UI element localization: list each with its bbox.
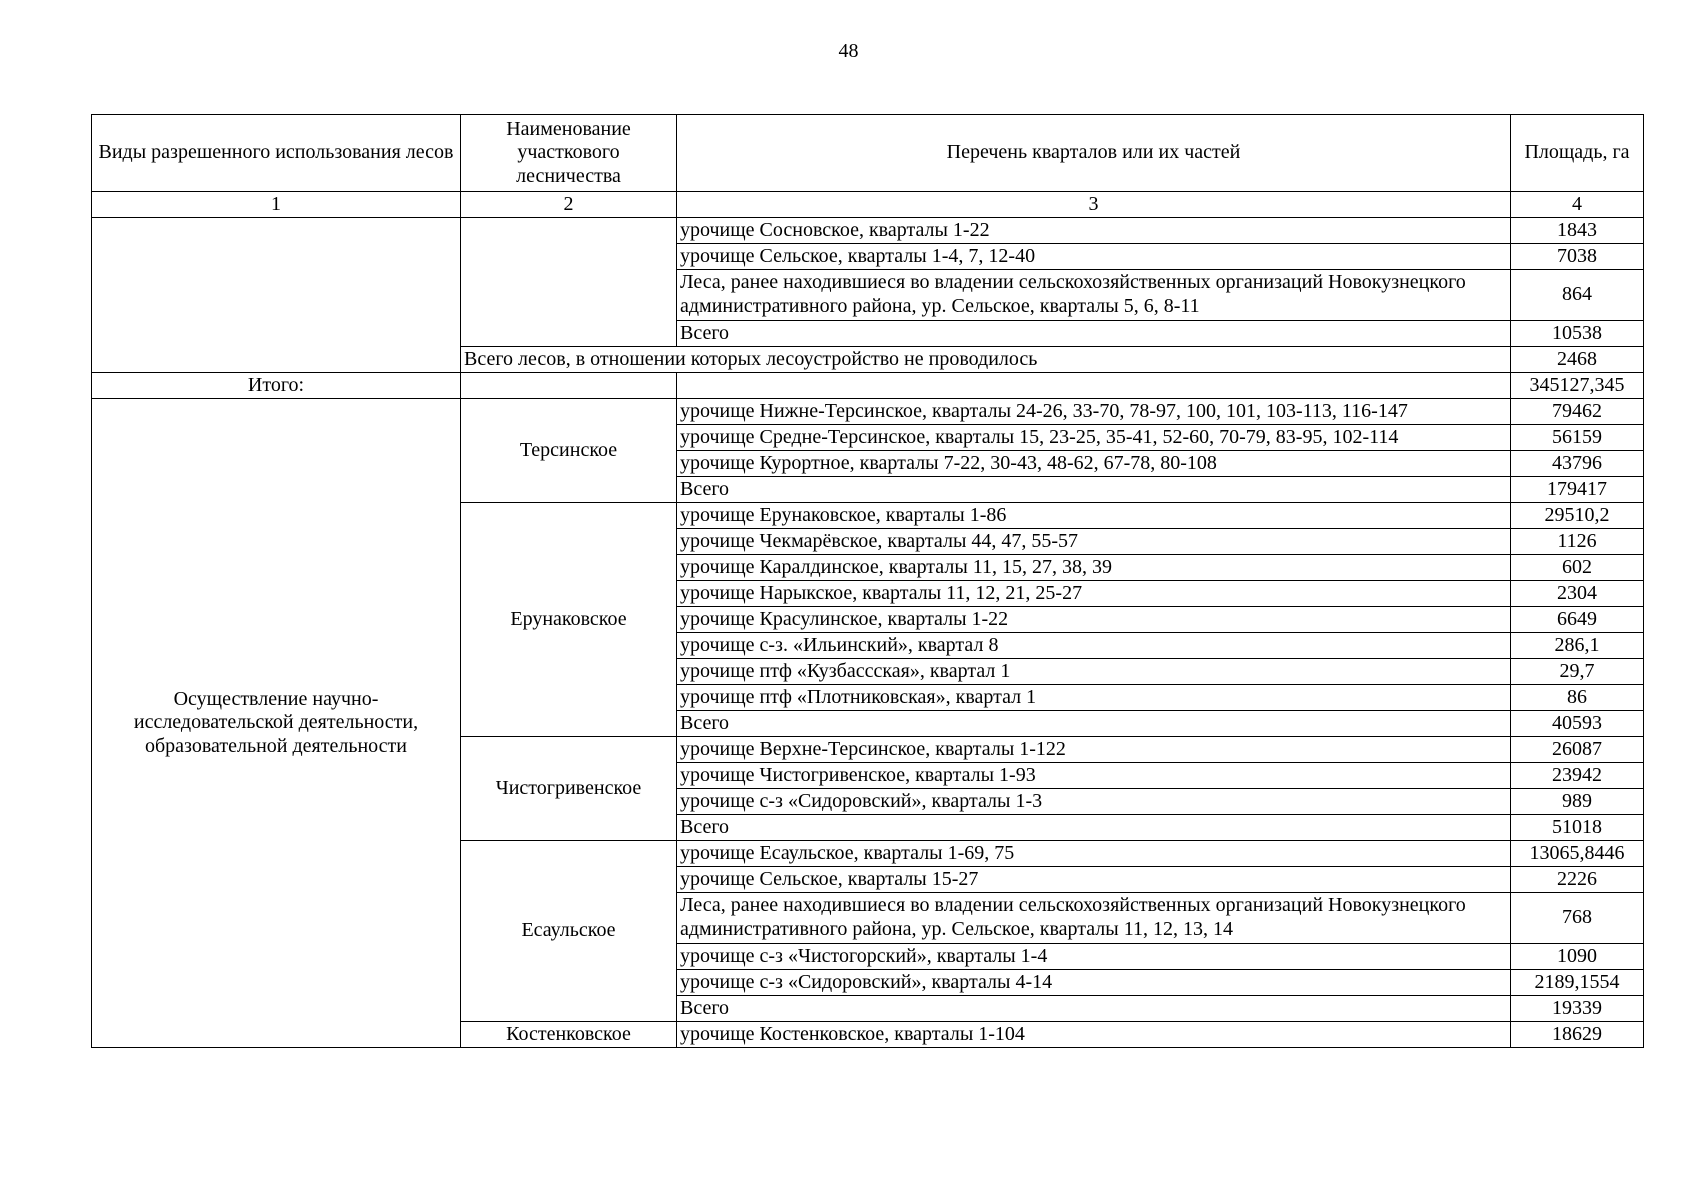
quarters-cell: урочище с-з. «Ильинский», квартал 8 (677, 633, 1511, 659)
subtotal-label: Всего (677, 477, 1511, 503)
area-cell: 43796 (1511, 451, 1644, 477)
quarters-cell: Леса, ранее находившиеся во владении сельскохозяйственных организаций Новокузнецкого административного района, ур. Сельское, кварталы 5, 6, 8-11 (677, 270, 1511, 321)
area-cell: 56159 (1511, 425, 1644, 451)
column-index-row (92, 192, 1644, 218)
quarters-cell: Леса, ранее находившиеся во владении сельскохозяйственных организаций Новокузнецкого административного района, ур. Сельское, кварталы 11, 12, 13, 14 (677, 893, 1511, 944)
header-usage-type: Виды разрешенного использования лесов (92, 115, 461, 192)
forestry-name-cell: Ерунаковское (461, 503, 677, 737)
quarters-cell: урочище Курортное, кварталы 7-22, 30-43, 48-62, 67-78, 80-108 (677, 451, 1511, 477)
unsurveyed-total-area: 2468 (1511, 347, 1644, 373)
area-cell: 29,7 (1511, 659, 1644, 685)
forestry-cell-empty (461, 218, 677, 347)
header-forestry-name: Наименование участкового лесничества (461, 115, 677, 192)
area-cell: 6649 (1511, 607, 1644, 633)
header-area: Площадь, га (1511, 115, 1644, 192)
area-cell: 7038 (1511, 244, 1644, 270)
subtotal-area: 40593 (1511, 711, 1644, 737)
quarters-cell: урочище Верхне-Терсинское, кварталы 1-122 (677, 737, 1511, 763)
empty-cell (677, 373, 1511, 399)
usage-type-cell-empty (92, 218, 461, 373)
area-cell: 1090 (1511, 944, 1644, 970)
quarters-cell: урочище Красулинское, кварталы 1-22 (677, 607, 1511, 633)
subtotal-area: 19339 (1511, 996, 1644, 1022)
quarters-cell: урочище Костенковское, кварталы 1-104 (677, 1022, 1511, 1048)
column-index: 4 (1511, 192, 1644, 218)
quarters-cell: урочище Чекмарёвское, кварталы 44, 47, 55-57 (677, 529, 1511, 555)
page-number: 48 (838, 40, 859, 62)
column-index: 1 (92, 192, 461, 218)
table-header-row (92, 115, 1644, 192)
subtotal-area: 179417 (1511, 477, 1644, 503)
area-cell: 864 (1511, 270, 1644, 321)
area-cell: 29510,2 (1511, 503, 1644, 529)
quarters-cell: урочище птф «Плотниковская», квартал 1 (677, 685, 1511, 711)
quarters-cell: урочище с-з «Сидоровский», кварталы 1-3 (677, 789, 1511, 815)
unsurveyed-total-label: Всего лесов, в отношении которых лесоустройство не проводилось (461, 347, 1511, 373)
quarters-cell: урочище Средне-Терсинское, кварталы 15, 23-25, 35-41, 52-60, 70-79, 83-95, 102-114 (677, 425, 1511, 451)
quarters-cell: урочище Нижне-Терсинское, кварталы 24-26, 33-70, 78-97, 100, 101, 103-113, 116-147 (677, 399, 1511, 425)
area-cell: 1126 (1511, 529, 1644, 555)
quarters-cell: урочище Сельское, кварталы 15-27 (677, 867, 1511, 893)
forestry-name-cell: Терсинское (461, 399, 677, 503)
header-quarters-list: Перечень кварталов или их частей (677, 115, 1511, 192)
quarters-cell: урочище Ерунаковское, кварталы 1-86 (677, 503, 1511, 529)
forestry-name-cell: Есаульское (461, 841, 677, 1022)
area-cell: 989 (1511, 789, 1644, 815)
quarters-cell: урочище Нарыкское, кварталы 11, 12, 21, 25-27 (677, 581, 1511, 607)
area-cell: 79462 (1511, 399, 1644, 425)
grand-total-row (92, 373, 1644, 399)
quarters-cell: урочище Сосновское, кварталы 1-22 (677, 218, 1511, 244)
column-index: 3 (677, 192, 1511, 218)
quarters-cell: урочище Есаульское, кварталы 1-69, 75 (677, 841, 1511, 867)
subtotal-label: Всего (677, 321, 1511, 347)
area-cell: 13065,8446 (1511, 841, 1644, 867)
subtotal-label: Всего (677, 711, 1511, 737)
grand-total-label: Итого: (92, 373, 461, 399)
area-cell: 23942 (1511, 763, 1644, 789)
area-cell: 26087 (1511, 737, 1644, 763)
quarters-cell: урочище с-з «Чистогорский», кварталы 1-4 (677, 944, 1511, 970)
subtotal-label: Всего (677, 996, 1511, 1022)
quarters-cell: урочище птф «Кузбассская», квартал 1 (677, 659, 1511, 685)
subtotal-area: 51018 (1511, 815, 1644, 841)
area-cell: 2226 (1511, 867, 1644, 893)
table-row (92, 399, 1644, 425)
forestry-name-cell: Чистогривенское (461, 737, 677, 841)
area-cell: 86 (1511, 685, 1644, 711)
subtotal-label: Всего (677, 815, 1511, 841)
quarters-cell: урочище Каралдинское, кварталы 11, 15, 27, 38, 39 (677, 555, 1511, 581)
area-cell: 18629 (1511, 1022, 1644, 1048)
area-cell: 286,1 (1511, 633, 1644, 659)
area-cell: 1843 (1511, 218, 1644, 244)
quarters-cell: урочище Чистогривенское, кварталы 1-93 (677, 763, 1511, 789)
forestry-name-cell: Костенковское (461, 1022, 677, 1048)
usage-type-cell: Осуществление научно-исследовательской деятельности, образовательной деятельности (92, 399, 461, 1048)
column-index: 2 (461, 192, 677, 218)
grand-total-area: 345127,345 (1511, 373, 1644, 399)
quarters-cell: урочище с-з «Сидоровский», кварталы 4-14 (677, 970, 1511, 996)
table-row (92, 218, 1644, 244)
area-cell: 2304 (1511, 581, 1644, 607)
subtotal-area: 10538 (1511, 321, 1644, 347)
area-cell: 2189,1554 (1511, 970, 1644, 996)
empty-cell (461, 373, 677, 399)
forest-use-table (91, 114, 1644, 1048)
quarters-cell: урочище Сельское, кварталы 1-4, 7, 12-40 (677, 244, 1511, 270)
area-cell: 768 (1511, 893, 1644, 944)
area-cell: 602 (1511, 555, 1644, 581)
